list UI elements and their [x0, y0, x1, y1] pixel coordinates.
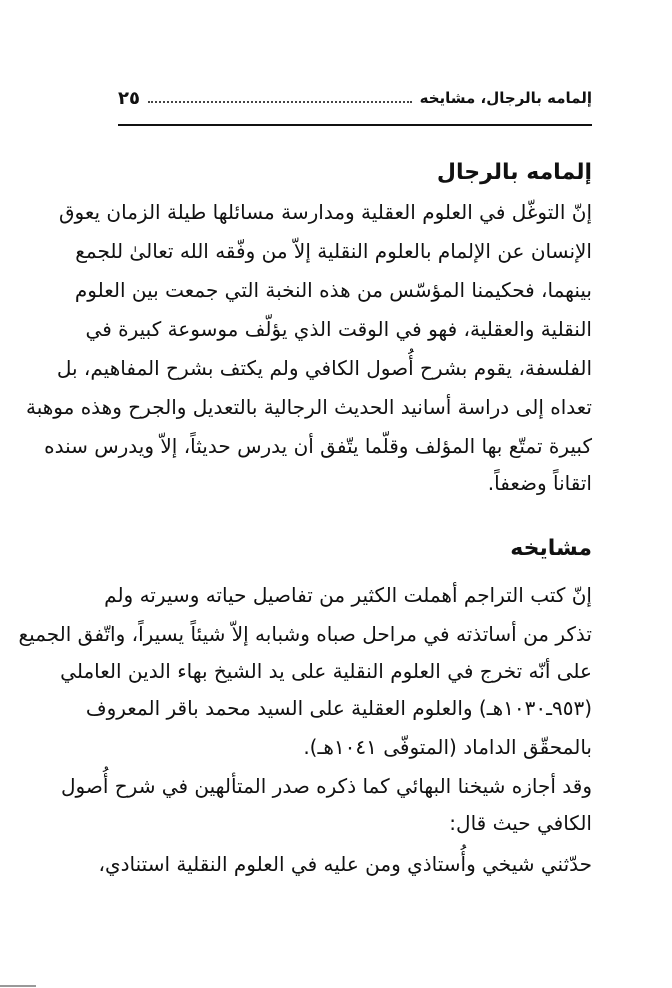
scan-edge-mark [0, 985, 36, 987]
section-heading-mashayikh: مشايخه [510, 536, 592, 561]
paragraph-line: كبيرة تمتّع بها المؤلف وقلّما يتّفق أن يدرس حديثاً، إلاّ ويدرس سنده [44, 434, 592, 458]
paragraph-line: اتقاناً وضعفاً. [487, 471, 592, 495]
paragraph-line: الفلسفة، يقوم بشرح أُصول الكافي ولم يكتف بشرح المفاهيم، بل [56, 356, 592, 380]
paragraph-line: وقد أجازه شيخنا البهائي كما ذكره صدر المتألهين في شرح أُصول [60, 774, 592, 798]
paragraph-line: إنّ كتب التراجم أهملت الكثير من تفاصيل حياته وسيرته ولم [104, 583, 592, 607]
page-number: ٢٥ [118, 87, 140, 109]
paragraph-line: حدّثني شيخي وأُستاذي ومن عليه في العلوم النقلية استنادي، [98, 852, 592, 876]
paragraph-line: تذكر من أساتذته في مراحل صباه وشبابه إلاّ شيئاً يسيراً، واتّفق الجميع [18, 622, 592, 646]
paragraph-line: على أنّه تخرج في العلوم النقلية على يد الشيخ بهاء الدين العاملي [60, 659, 592, 683]
running-header [118, 86, 592, 110]
dotted-leader [148, 101, 412, 103]
running-title: إلمامه بالرجال، مشايخه [419, 89, 592, 107]
paragraph-line: النقلية والعقلية، فهو في الوقت الذي يؤلّف موسوعة كبيرة في [85, 317, 592, 341]
header-rule [118, 124, 592, 126]
paragraph-line: (٩٥٣ـ١٠٣٠هـ) والعلوم العقلية على السيد محمد باقر المعروف [85, 696, 592, 720]
paragraph-line: الكافي حيث قال: [449, 811, 592, 835]
paragraph-line: إنّ التوغّل في العلوم العقلية ومدارسة مسائلها طيلة الزمان يعوق [59, 200, 592, 224]
paragraph-line: بينهما، فحكيمنا المؤسّس من هذه النخبة التي جمعت بين العلوم [74, 278, 592, 302]
paragraph-line: الإنسان عن الإلمام بالعلوم النقلية إلاّ من وفّقه الله تعالىٰ للجمع [75, 239, 592, 263]
section-heading-rijal: إلمامه بالرجال [436, 160, 592, 185]
paragraph-line: تعداه إلى دراسة أسانيد الحديث الرجالية بالتعديل والجرح وهذه موهبة [26, 395, 592, 419]
paragraph-line: بالمحقّق الداماد (المتوفّى ١٠٤١هـ). [303, 735, 592, 759]
